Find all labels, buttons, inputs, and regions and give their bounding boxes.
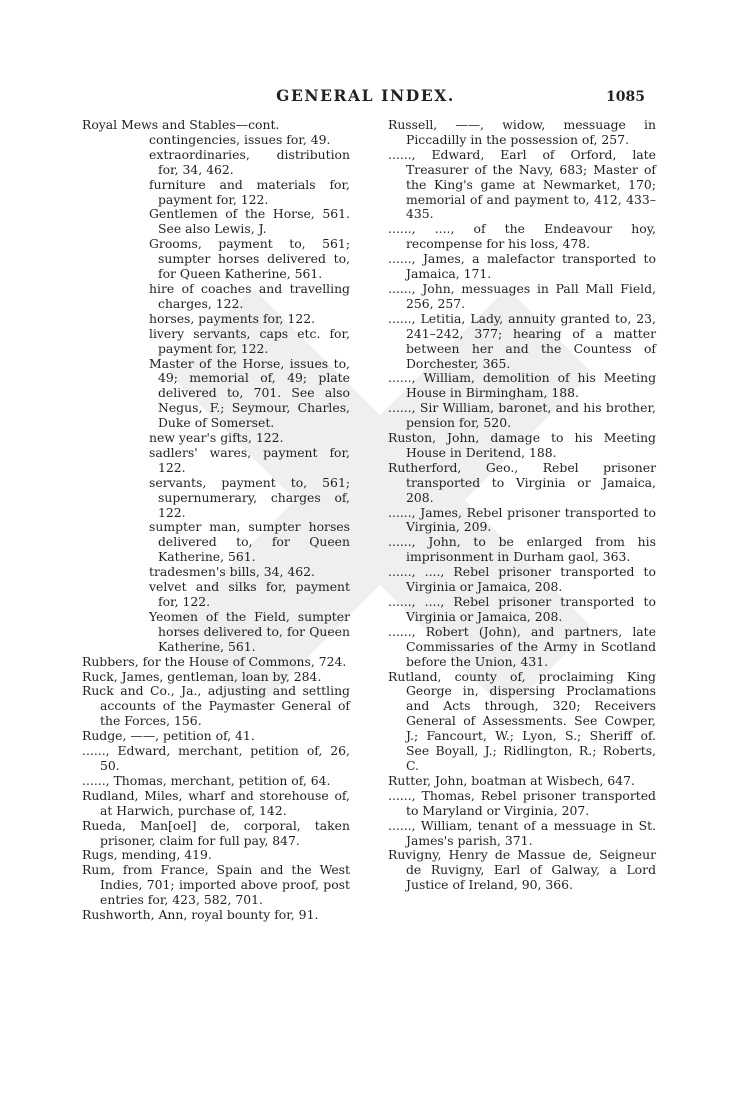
index-column-left <box>82 118 350 923</box>
index-entry: ......, ...., Rebel prisoner transported to Virginia or Jamaica, 208. <box>388 594 656 624</box>
index-column-right <box>388 118 656 893</box>
index-subentry: contingencies, issues for, 49. <box>149 131 331 147</box>
index-subentry: new year's gifts, 122. <box>149 430 284 446</box>
index-entry: Rueda, Man[oel] de, corporal, taken prisoner, claim for full pay, 847. <box>82 817 350 848</box>
index-entry: Rum, from France, Spain and the West Indies, 701; imported above proof, post entries for, 423, 582, 701. <box>82 862 350 908</box>
index-entry: ......, John, to be enlarged from his imprisonment in Durham gaol, 363. <box>388 534 656 565</box>
index-entry: Rushworth, Ann, royal bounty for, 91. <box>82 907 319 923</box>
index-entry: ......, John, messuages in Pall Mall Field, 256, 257. <box>388 280 656 311</box>
index-subentry: Gentlemen of the Horse, 561. See also Lewis, J. <box>149 206 350 237</box>
index-subentry: sadlers' wares, payment for, 122. <box>149 444 350 475</box>
index-subentry: Grooms, payment to, 561; sumpter horses delivered to, for Queen Katherine, 561. <box>149 236 350 282</box>
index-entry: Rutherford, Geo., Rebel prisoner transported to Virginia or Jamaica, 208. <box>388 459 656 505</box>
index-entry: ......, Thomas, merchant, petition of, 64. <box>82 772 331 788</box>
page-number: 1085 <box>606 89 645 105</box>
index-entry: ......, ...., of the Endeavour hoy, recompense for his loss, 478. <box>388 221 656 252</box>
index-subentry: Master of the Horse, issues to, 49; memorial of, 49; plate delivered to, 701. See also Negus, F.; Seymour, Charles, Duke of Somerset. <box>149 355 350 431</box>
index-entry: Rudland, Miles, wharf and storehouse of, at Harwich, purchase of, 142. <box>82 787 350 818</box>
index-entry: ......, Sir William, baronet, and his brother, pension for, 520. <box>388 400 656 431</box>
index-entry: ......, James, a malefactor transported to Jamaica, 171. <box>388 251 656 282</box>
index-entry: Ruck and Co., Ja., adjusting and settling accounts of the Paymaster General of the Forces, 156. <box>82 683 350 729</box>
index-subentry: Yeomen of the Field, sumpter horses delivered to, for Queen Katherine, 561. <box>149 608 350 654</box>
index-subentry: hire of coaches and travelling charges, 122. <box>149 280 350 311</box>
page-header-title: GENERAL INDEX. <box>276 86 455 105</box>
index-entry: ......, Robert (John), and partners, late Commissaries of the Army in Scotland before the Union, 431. <box>388 623 656 669</box>
index-subentry: velvet and silks for, payment for, 122. <box>149 579 350 609</box>
index-entry: Ruvigny, Henry de Massue de, Seigneur de Ruvigny, Earl of Galway, a Lord Justice of Ireland, 90, 366. <box>388 847 656 893</box>
index-entry: ......, ...., Rebel prisoner transported to Virginia or Jamaica, 208. <box>388 564 656 595</box>
index-entry: ......, Letitia, Lady, annuity granted to, 23, 241–242, 377; hearing of a matter between her and the Countess of Dorchester, 365. <box>388 310 656 371</box>
index-subentry: servants, payment to, 561; supernumerary, charges of, 122. <box>149 474 350 520</box>
index-entry: ......, William, tenant of a messuage in St. James's parish, 371. <box>388 817 656 848</box>
index-entry: Rudge, ——, petition of, 41. <box>82 728 255 744</box>
index-entry: ......, Edward, Earl of Orford, late Treasurer of the Navy, 683; Master of the King's game at Newmarket, 170; memorial of and payment to, 412, 433–435. <box>388 146 656 222</box>
index-subentry: livery servants, caps etc. for, payment for, 122. <box>149 325 350 356</box>
index-entry-heading: Royal Mews and Stables—cont. <box>82 117 280 132</box>
index-subentry: tradesmen's bills, 34, 462. <box>149 564 315 580</box>
index-entry: ......, James, Rebel prisoner transported to Virginia, 209. <box>388 504 656 535</box>
index-entry: ......, Edward, merchant, petition of, 26, 50. <box>82 743 350 773</box>
index-entry: Rutland, county of, proclaiming King George in, dispersing Proclamations and Acts through, 320; Receivers General of Assessments. See Cowper, J.; Fancourt, W.; Lyon, S.; Sheriff of. See Boyall, J.; Ridlington, R.; Roberts, C. <box>388 668 656 773</box>
index-entry: Russell, ——, widow, messuage in Piccadilly in the possession of, 257. <box>388 117 656 147</box>
index-subentry: sumpter man, sumpter horses delivered to, for Queen Katherine, 561. <box>149 519 350 565</box>
index-subentry: horses, payments for, 122. <box>149 310 316 326</box>
index-entry: Rubbers, for the House of Commons, 724. <box>82 653 347 669</box>
index-entry: ......, William, demolition of his Meeting House in Birmingham, 188. <box>388 370 656 401</box>
index-entry: Ruston, John, damage to his Meeting House in Deritend, 188. <box>388 430 656 460</box>
index-subentry: extraordinaries, distribution for, 34, 462. <box>149 146 350 177</box>
index-subentry: furniture and materials for, payment for, 122. <box>149 176 350 207</box>
index-entry: ......, Thomas, Rebel prisoner transported to Maryland or Virginia, 207. <box>388 787 656 818</box>
index-entry: Rugs, mending, 419. <box>82 847 212 863</box>
index-entry: Rutter, John, boatman at Wisbech, 647. <box>388 772 635 788</box>
index-entry: Ruck, James, gentleman, loan by, 284. <box>82 668 322 684</box>
